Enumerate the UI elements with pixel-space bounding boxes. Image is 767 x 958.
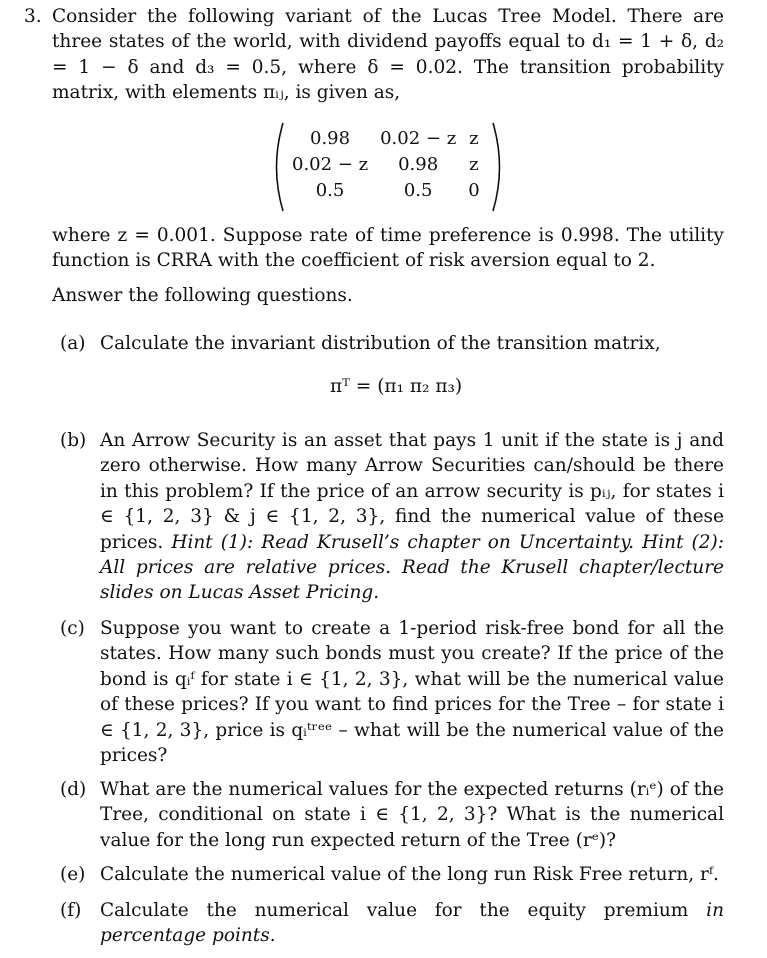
matrix-cell: 0.5 — [315, 180, 345, 202]
part-label: (a) — [60, 333, 86, 354]
answer-prompt: Answer the following questions. — [52, 285, 353, 306]
question-number: 3. — [24, 6, 42, 27]
part-text: Calculate the numerical value of the long run Risk Free return, rᶠ. — [100, 864, 719, 885]
matrix-row — [286, 152, 482, 178]
part-body — [100, 898, 724, 949]
part-emphasis: in percentage points. — [100, 900, 724, 947]
right-paren-icon — [490, 121, 508, 213]
matrix-parameters-text: where z = 0.001. Suppose rate of time preference is 0.998. The utility function is CRRA with the coefficient of risk aversion equal to 2. — [52, 225, 724, 272]
matrix-cell: z — [469, 154, 479, 176]
matrix-cell: 0.98 — [310, 128, 351, 150]
part-body — [100, 428, 724, 606]
part-text: Suppose you want to create a 1-period risk-free bond for all the states. How many such bonds must you create? If the price of the bond is qᵢᶠ for state i ∈ {1, 2, 3}, what will be the numerical value of these prices? If you want to find prices for the Tree – for state i ∈ {1, 2, 3}, price is qᵢᵗʳᵉᵉ – what will be the numerical value of the prices? — [100, 618, 724, 767]
matrix-cell: z — [469, 128, 479, 150]
matrix-grid — [286, 126, 482, 204]
part-hint: Hint (1): Read Krusell’s chapter on Uncertainty. Hint (2): All prices are relative prices. Read the Krusell chapter/lecture slides on Lucas Asset Pricing. — [100, 531, 724, 604]
part-text: An Arrow Security is an asset that pays 1 unit if the state is j and zero otherwise. How many Arrow Securities can/should be there in this problem? If the price of an arrow security is pᵢⱼ, for states i ∈ {1, 2, 3} & j ∈ {1, 2, 3}, find the numerical value of these prices. — [100, 430, 724, 553]
part-text: Calculate the numerical value for the equity premium — [100, 900, 689, 921]
matrix-cell: 0.02 − z — [380, 128, 457, 150]
part-label: (e) — [60, 864, 86, 885]
part-label: (f) — [60, 900, 82, 921]
left-paren-icon — [268, 121, 286, 213]
matrix-cell: 0.5 — [403, 180, 433, 202]
transition-matrix — [268, 121, 508, 213]
matrix-cell: 0.98 — [398, 154, 439, 176]
matrix-cell: 0.02 − z — [292, 154, 369, 176]
invariant-distribution-equation: πᵀ = (π₁ π₂ π₃) — [330, 376, 463, 397]
part-label: (d) — [60, 779, 87, 800]
question-intro: Consider the following variant of the Lucas Tree Model. There are three states of the world, with dividend payoffs equal to d₁ = 1 + δ, d₂ = 1 − δ and d₃ = 0.5, where δ = 0.02. The transition probability matrix, with elements πᵢⱼ, is given as, — [52, 6, 724, 104]
matrix-row — [286, 178, 482, 204]
part-label: (b) — [60, 430, 87, 451]
part-text: Calculate the invariant distribution of the transition matrix, — [100, 333, 661, 354]
part-label: (c) — [60, 618, 85, 639]
part-text: What are the numerical values for the expected returns (rᵢᵉ) of the Tree, conditional on state i ∈ {1, 2, 3}? What is the numerical value for the long run expected return of the Tree (rᵉ)? — [100, 779, 724, 851]
matrix-cell: 0 — [468, 180, 480, 202]
matrix-row — [286, 126, 482, 152]
